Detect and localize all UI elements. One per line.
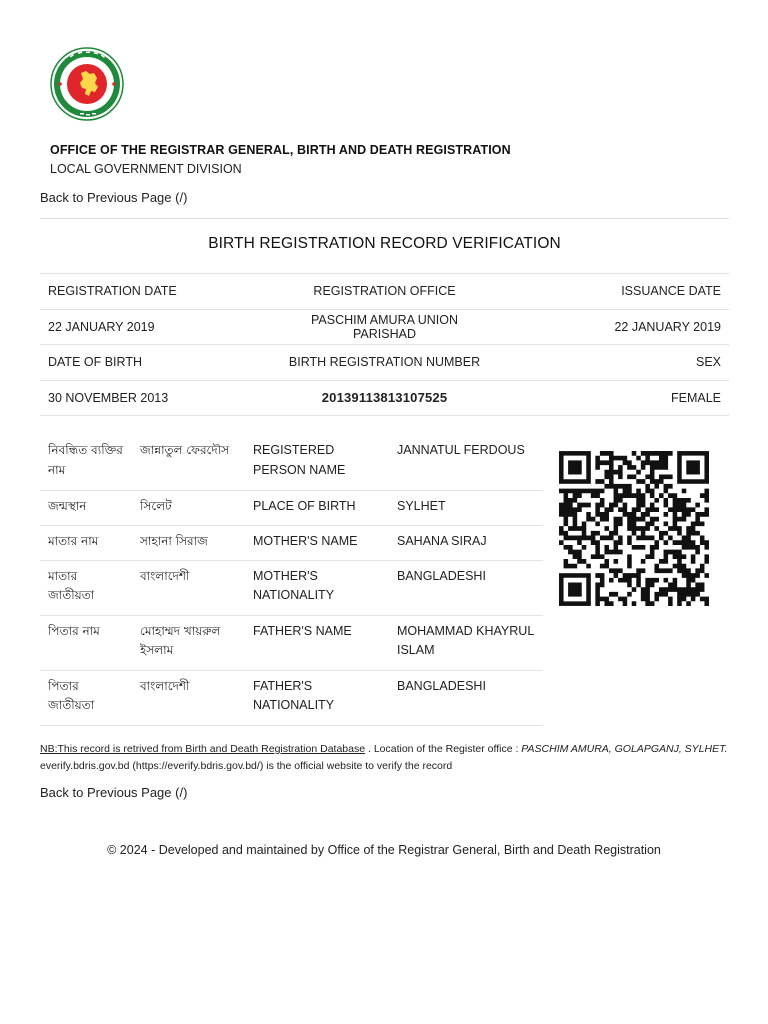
detail-row xyxy=(40,435,543,490)
summary-value-row xyxy=(40,309,729,345)
note-location-value: PASCHIM AMURA, GOLAPGANJ, SYLHET. xyxy=(521,743,728,755)
detail-row xyxy=(40,560,543,615)
note-website: everify.bdris.gov.bd (https://everify.bdris.gov.bd/) is the official website to verify the record xyxy=(40,760,453,772)
en-label: PLACE OF BIRTH xyxy=(245,490,389,525)
en-value: BANGLADESHI xyxy=(389,670,543,725)
record-note xyxy=(40,741,730,775)
bn-label: জন্মস্থান xyxy=(40,490,132,525)
office-title: OFFICE OF THE REGISTRAR GENERAL, BIRTH AND DEATH REGISTRATION xyxy=(50,143,511,157)
en-label: MOTHER'S NATIONALITY xyxy=(245,560,389,615)
note-source: NB:This record is retrived from Birth and Death Registration Database xyxy=(40,743,366,755)
bn-value: জান্নাতুল ফেরদৌস xyxy=(132,435,245,490)
brn-label: BIRTH REGISTRATION NUMBER xyxy=(270,345,499,381)
back-link-bottom[interactable]: Back to Previous Page (/) xyxy=(40,785,188,800)
registration-office-value: PASCHIM AMURA UNION PARISHAD xyxy=(270,309,499,345)
government-seal-icon xyxy=(50,47,124,121)
divider xyxy=(40,218,729,219)
en-label: MOTHER'S NAME xyxy=(245,525,389,560)
sex-value: FEMALE xyxy=(499,380,729,416)
bn-value: বাংলাদেশী xyxy=(132,560,245,615)
bn-label: মাতার জাতীয়তা xyxy=(40,560,132,615)
bn-label: মাতার নাম xyxy=(40,525,132,560)
dob-label: DATE OF BIRTH xyxy=(40,345,270,381)
detail-row xyxy=(40,615,543,670)
note-location-label: . Location of the Register office : xyxy=(365,743,522,755)
summary-table xyxy=(40,273,729,416)
brn-value: 20139113813107525 xyxy=(270,380,499,416)
summary-header-row xyxy=(40,274,729,310)
office-subtitle: LOCAL GOVERNMENT DIVISION xyxy=(50,162,242,176)
footer-copyright: © 2024 - Developed and maintained by Office of the Registrar General, Birth and Death Registration xyxy=(107,843,661,857)
issuance-date-label: ISSUANCE DATE xyxy=(499,274,729,310)
bn-value: মোহাম্মদ খায়রুল ইসলাম xyxy=(132,615,245,670)
registration-date-label: REGISTRATION DATE xyxy=(40,274,270,310)
bn-value: বাংলাদেশী xyxy=(132,670,245,725)
registration-date-value: 22 JANUARY 2019 xyxy=(40,309,270,345)
page-title: BIRTH REGISTRATION RECORD VERIFICATION xyxy=(208,235,561,252)
summary-value-row xyxy=(40,380,729,416)
dob-value: 30 NOVEMBER 2013 xyxy=(40,380,270,416)
bn-label: পিতার নাম xyxy=(40,615,132,670)
registration-office-label: REGISTRATION OFFICE xyxy=(270,274,499,310)
detail-row xyxy=(40,490,543,525)
detail-row xyxy=(40,525,543,560)
issuance-date-value: 22 JANUARY 2019 xyxy=(499,309,729,345)
summary-header-row xyxy=(40,345,729,381)
qr-code-icon xyxy=(559,451,709,606)
en-value: JANNATUL FERDOUS xyxy=(389,435,543,490)
bn-value: সিলেট xyxy=(132,490,245,525)
en-label: REGISTERED PERSON NAME xyxy=(245,435,389,490)
en-value: MOHAMMAD KHAYRUL ISLAM xyxy=(389,615,543,670)
sex-label: SEX xyxy=(499,345,729,381)
en-label: FATHER'S NATIONALITY xyxy=(245,670,389,725)
en-value: BANGLADESHI xyxy=(389,560,543,615)
bn-label: নিবন্ধিত ব্যক্তির নাম xyxy=(40,435,132,490)
en-value: SAHANA SIRAJ xyxy=(389,525,543,560)
back-link-top[interactable]: Back to Previous Page (/) xyxy=(40,190,188,205)
details-table xyxy=(40,435,543,726)
en-label: FATHER'S NAME xyxy=(245,615,389,670)
bn-value: সাহানা সিরাজ xyxy=(132,525,245,560)
detail-row xyxy=(40,670,543,725)
bn-label: পিতার জাতীয়তা xyxy=(40,670,132,725)
en-value: SYLHET xyxy=(389,490,543,525)
